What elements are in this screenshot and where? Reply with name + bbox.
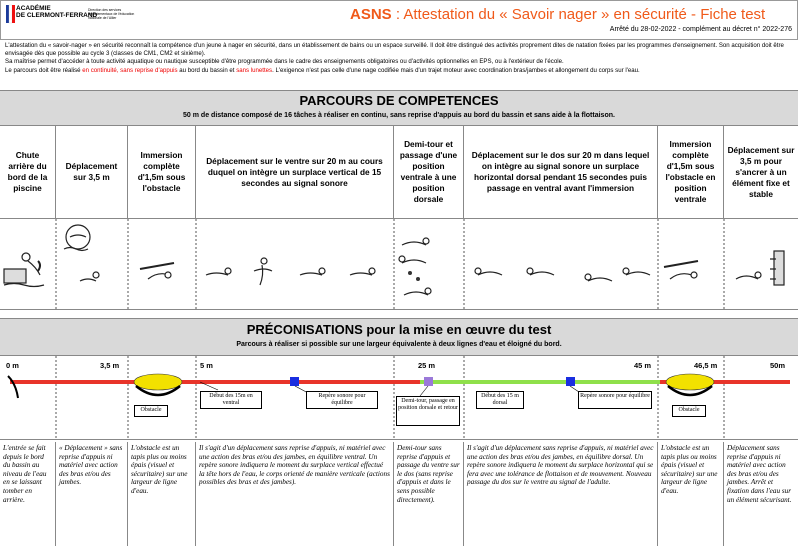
- task-immersion-2: [658, 126, 724, 218]
- note-half-turn: Demi-tour, passage en position dorsale et retour: [396, 396, 460, 426]
- decree-reference: Arrêté du 28-02-2022 - complément au décret n° 2022-276: [609, 26, 792, 33]
- task-move-3-5m: [56, 126, 128, 218]
- task-immersion-1: [128, 126, 196, 218]
- task-label: Immersion complète d'1,5m sous l'obstacle en position ventrale: [665, 139, 716, 204]
- intro-p3-c: . L'exigence n'est pas celle d'une nage codifiée mais d'un trajet moteur avec coordination bras/jambes et allongement du corps sur l'eau.: [272, 66, 640, 74]
- note-obstacle-2: Obstacle: [672, 405, 706, 417]
- task-half-turn: [394, 126, 464, 218]
- note-start-ventral: Début des 15m en ventral: [200, 391, 262, 409]
- distance-3-5m: 3,5 m: [100, 361, 120, 370]
- desc-text: Il s'agit d'un déplacement sans reprise d'appuis, ni matériel avec une action des bras et/ou des jambes, en équilibre dorsal. Un repère sonore indiquera le moment du surplace horizontal qui se fera avec une tolérance de flottaison et de mouvement. Nouveau passage du dos sur le ventre au signal de l'adulte.: [467, 444, 654, 487]
- desc-half-turn: [394, 442, 464, 546]
- title-rest: : Attestation du « Savoir nager » en sécurité - Fiche test: [391, 6, 766, 23]
- intro-text: [5, 42, 793, 75]
- task-anchor: [724, 126, 798, 218]
- desc-dorsal-20m: [464, 442, 658, 546]
- swimmer-illustrations: [0, 219, 798, 311]
- dsden-label: Direction des services départementaux de l'éducation nationale de l'Allier: [88, 8, 135, 20]
- section2-subtitle: Parcours à réaliser si possible sur une largeur équivalente à deux lignes d'eau et éloigné du bord.: [236, 341, 562, 348]
- desc-back-fall: [0, 442, 56, 546]
- task-label: Déplacement sur 3,5 m: [65, 161, 118, 182]
- task-label: Immersion complète d'1,5m sous l'obstacle: [137, 150, 186, 193]
- distance-0m: 0 m: [6, 361, 19, 370]
- academy-line2: DE CLERMONT-FERRAND: [16, 12, 98, 19]
- desc-anchor: [724, 442, 798, 546]
- distance-5m: 5 m: [200, 361, 213, 370]
- intro-p1: L'attestation du « savoir-nager » en sécurité reconnaît la compétence d'un jeune à nager en sécurité, dans un établissement de bains ou un espace surveillé. Il doit être distingué des activités proprement dites de natation fixées par les programmes d'enseignement. Son acquisition doit être envisagée dès que possible au cycle 3 (classes de CM1, CM2 et sixième).: [5, 42, 784, 58]
- note-sound-marker-2: Repère sonore pour équilibre: [578, 391, 652, 409]
- task-label: Déplacement sur le ventre sur 20 m au cours duquel on intègre un surplace vertical de 15 secondes au signal sonore: [206, 155, 383, 188]
- desc-text: L'obstacle est un tapis plus ou moins épais (visuel et sécuritaire) sur une largeur de ligne d'eau.: [131, 444, 188, 495]
- distance-46-5m: 46,5 m: [694, 361, 718, 370]
- distance-50m: 50m: [770, 361, 786, 370]
- desc-move-3-5m: [56, 442, 128, 546]
- desc-ventral-20m: [196, 442, 394, 546]
- intro-p3: [5, 67, 793, 75]
- intro-p3-red1: en continuité, sans reprise d'appuis: [82, 66, 178, 74]
- task-label: Chute arrière du bord de la piscine: [7, 150, 48, 193]
- task-label: Déplacement sur 3,5 m pour s'ancrer à un élément fixe et stable: [727, 144, 795, 199]
- note-sound-marker-1: Repère sonore pour équilibre: [306, 391, 378, 409]
- task-label: Demi-tour et passage d'une position ventrale à une position dorsale: [399, 139, 458, 204]
- desc-text: « Déplacement » sans reprise d'appuis ni matériel avec action des bras et/ou des jambes.: [59, 444, 123, 487]
- title-bold: ASNS: [350, 6, 392, 23]
- task-ventral-20m: [196, 126, 394, 218]
- desc-immersion-1: [128, 442, 196, 546]
- distance-45m: 45 m: [634, 361, 652, 370]
- academy-name: [16, 5, 97, 19]
- desc-text: Il s'agit d'un déplacement sans reprise d'appuis, ni matériel avec une action des bras et/ou des jambes, en équilibre ventral. Un repère sonore indiquera le moment du surplace vertical effectué la tête hors de l'eau, le corps orienté de manière verticale (actions possibles des bras et des jambes).: [199, 444, 390, 487]
- note-start-dorsal: Début des 15 m dorsal: [476, 391, 524, 409]
- desc-text: Déplacement sans reprise d'appuis ni matériel avec action des bras et/ou des jambes. Arrêt et fixation dans l'eau sur un élément sécurisant.: [727, 444, 792, 504]
- intro-p3-red2: sans lunettes: [236, 66, 273, 74]
- academy-line1: ACADÉMIE: [16, 5, 51, 12]
- desc-immersion-2: [658, 442, 724, 546]
- section2-title: PRÉCONISATIONS pour la mise en œuvre du test: [246, 322, 552, 337]
- section1-title: PARCOURS DE COMPETENCES: [299, 93, 499, 108]
- task-back-fall: [0, 126, 56, 218]
- desc-text: L'obstacle est un tapis plus ou moins épais (visuel et sécuritaire) sur une largeur de ligne d'eau.: [661, 444, 718, 495]
- distance-25m: 25 m: [418, 361, 436, 370]
- illustrations-row: [0, 218, 798, 310]
- task-label: Déplacement sur le dos sur 20 m dans lequel on intègre au signal sonore un surplace horizontal dorsal pendant 15 secondes puis passage en ventral avant l'immersion: [471, 150, 650, 193]
- desc-text: Demi-tour sans reprise d'appuis et passage du ventre sur le dos (sans reprise d'appuis et dans le sens possible directement).: [397, 444, 460, 504]
- note-obstacle-1: Obstacle: [134, 405, 168, 417]
- task-dorsal-20m: [464, 126, 658, 218]
- intro-p3-b: au bord du bassin et: [177, 66, 237, 74]
- page-title: [350, 6, 765, 23]
- section1-subtitle: 50 m de distance composé de 16 tâches à réaliser en continu, sans reprise d'appuis au bord du bassin et sans aide à la flottaison.: [183, 112, 615, 119]
- desc-text: L'entrée se fait depuis le bord du bassin au niveau de l'eau en se laissant tomber en arrière.: [3, 444, 47, 504]
- intro-p3-a: Le parcours doit être réalisé: [5, 66, 83, 74]
- intro-p2: Sa maîtrise permet d'accéder à toute activité aquatique ou nautique susceptible d'être programmée dans le cadre des enseignements obligatoires ou d'activités optionnelles en EPS, ou à l'extérieur de l'école.: [5, 58, 564, 66]
